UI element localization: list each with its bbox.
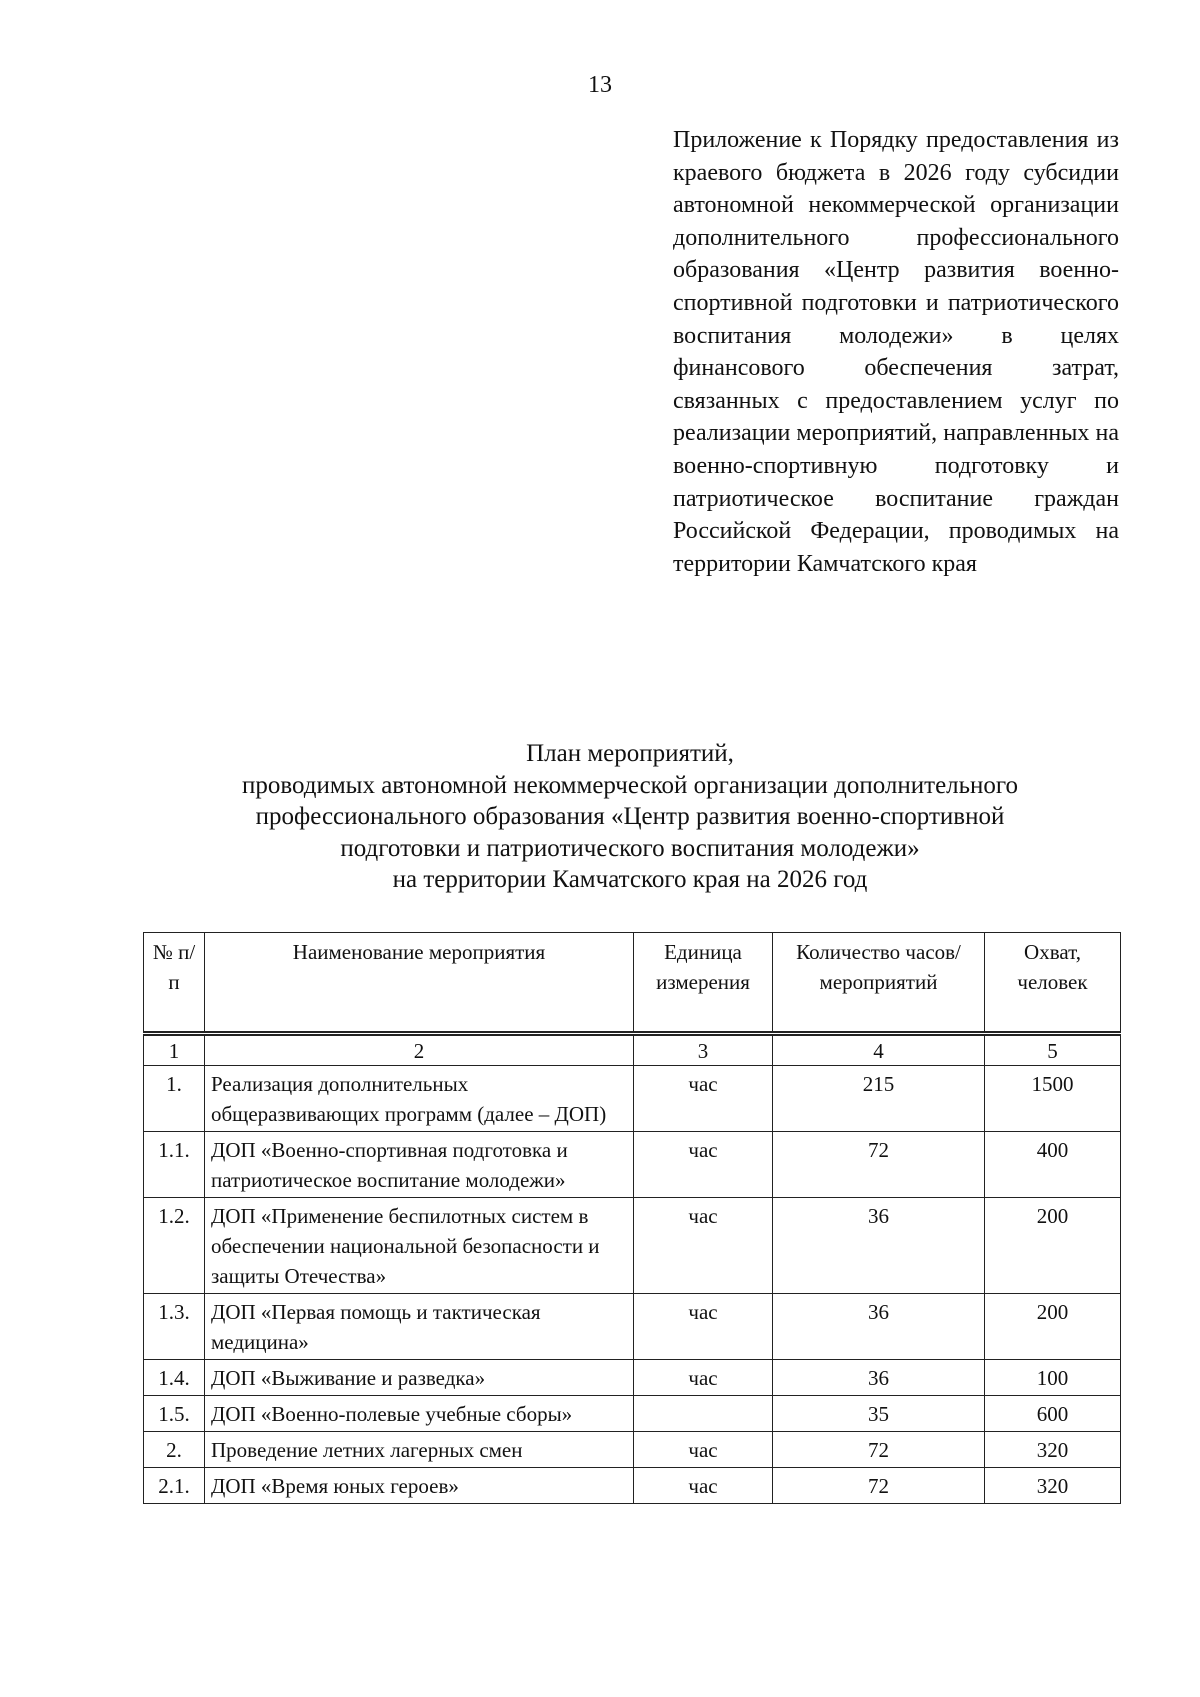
hours-count: 36 [773, 1294, 985, 1360]
plan-title-line: на территории Камчатского края на 2026 год [392, 866, 868, 893]
row-number: 1.1. [144, 1132, 205, 1198]
page-number: 13 [588, 72, 612, 98]
table-row [144, 1294, 1121, 1360]
column-number: 4 [773, 1034, 985, 1066]
table-row [144, 1432, 1121, 1468]
coverage-count: 600 [985, 1396, 1121, 1432]
plan-title-line: проводимых автономной некоммерческой организации дополнительного [241, 771, 1019, 799]
plan-title [0, 738, 1200, 896]
coverage-count: 1500 [985, 1066, 1121, 1132]
table-header-row [144, 933, 1121, 1034]
column-number: 2 [205, 1034, 634, 1066]
unit-of-measure: час [634, 1198, 773, 1294]
header-num: № п/п [144, 933, 205, 1034]
table-row [144, 1396, 1121, 1432]
row-number: 1.3. [144, 1294, 205, 1360]
hours-count: 36 [773, 1198, 985, 1294]
header-unit: Единица измерения [634, 933, 773, 1034]
row-number: 2.1. [144, 1468, 205, 1504]
table-row [144, 1360, 1121, 1396]
event-name: ДОП «Применение беспилотных систем в обеспечении национальной безопасности и защиты Отечества» [205, 1198, 634, 1294]
table-row [144, 1132, 1121, 1198]
unit-of-measure [634, 1396, 773, 1432]
plan-title-line: профессионального образования «Центр развития военно-спортивной [255, 803, 1005, 830]
event-name: ДОП «Первая помощь и тактическая медицина» [205, 1294, 634, 1360]
coverage-count: 200 [985, 1294, 1121, 1360]
row-number: 1.5. [144, 1396, 205, 1432]
event-name: ДОП «Военно-полевые учебные сборы» [205, 1396, 634, 1432]
header-name: Наименование мероприятия [205, 933, 634, 1034]
unit-of-measure: час [634, 1294, 773, 1360]
unit-of-measure: час [634, 1432, 773, 1468]
hours-count: 35 [773, 1396, 985, 1432]
appendix-note: Приложение к Порядку предоставления из краевого бюджета в 2026 году субсидии автономной некоммерческой организации дополнительного профессионального образования «Центр развития военно-спортивной подготовки и патриотического воспитания молодежи» в целях финансового обеспечения затрат, связанных с предоставлением услуг по реализации мероприятий, направленных на военно-спортивную подготовку и патриотическое воспитание граждан Российской Федерации, проводимых на территории Камчатского края [673, 127, 1119, 577]
event-name: Проведение летних лагерных смен [205, 1432, 634, 1468]
unit-of-measure: час [634, 1360, 773, 1396]
coverage-count: 400 [985, 1132, 1121, 1198]
column-number-row [144, 1034, 1121, 1066]
event-name: Реализация дополнительных общеразвивающих программ (далее – ДОП) [205, 1066, 634, 1132]
row-number: 1.2. [144, 1198, 205, 1294]
event-name: ДОП «Военно-спортивная подготовка и патриотическое воспитание молодежи» [205, 1132, 634, 1198]
unit-of-measure: час [634, 1066, 773, 1132]
hours-count: 72 [773, 1132, 985, 1198]
column-number: 5 [985, 1034, 1121, 1066]
table-row [144, 1066, 1121, 1132]
row-number: 1.4. [144, 1360, 205, 1396]
events-plan-table [143, 932, 1121, 1504]
unit-of-measure: час [634, 1468, 773, 1504]
header-hours: Количество часов/ мероприятий [773, 933, 985, 1034]
unit-of-measure: час [634, 1132, 773, 1198]
row-number: 2. [144, 1432, 205, 1468]
coverage-count: 200 [985, 1198, 1121, 1294]
plan-title-line: подготовки и патриотического воспитания молодежи» [340, 834, 920, 862]
hours-count: 72 [773, 1432, 985, 1468]
table-row [144, 1468, 1121, 1504]
event-name: ДОП «Выживание и разведка» [205, 1360, 634, 1396]
coverage-count: 320 [985, 1432, 1121, 1468]
row-number: 1. [144, 1066, 205, 1132]
event-name: ДОП «Время юных героев» [205, 1468, 634, 1504]
column-number: 1 [144, 1034, 205, 1066]
table-row [144, 1198, 1121, 1294]
header-coverage: Охват, человек [985, 933, 1121, 1034]
column-number: 3 [634, 1034, 773, 1066]
coverage-count: 320 [985, 1468, 1121, 1504]
hours-count: 36 [773, 1360, 985, 1396]
coverage-count: 100 [985, 1360, 1121, 1396]
hours-count: 215 [773, 1066, 985, 1132]
hours-count: 72 [773, 1468, 985, 1504]
plan-title-line: План мероприятий, [526, 740, 734, 767]
